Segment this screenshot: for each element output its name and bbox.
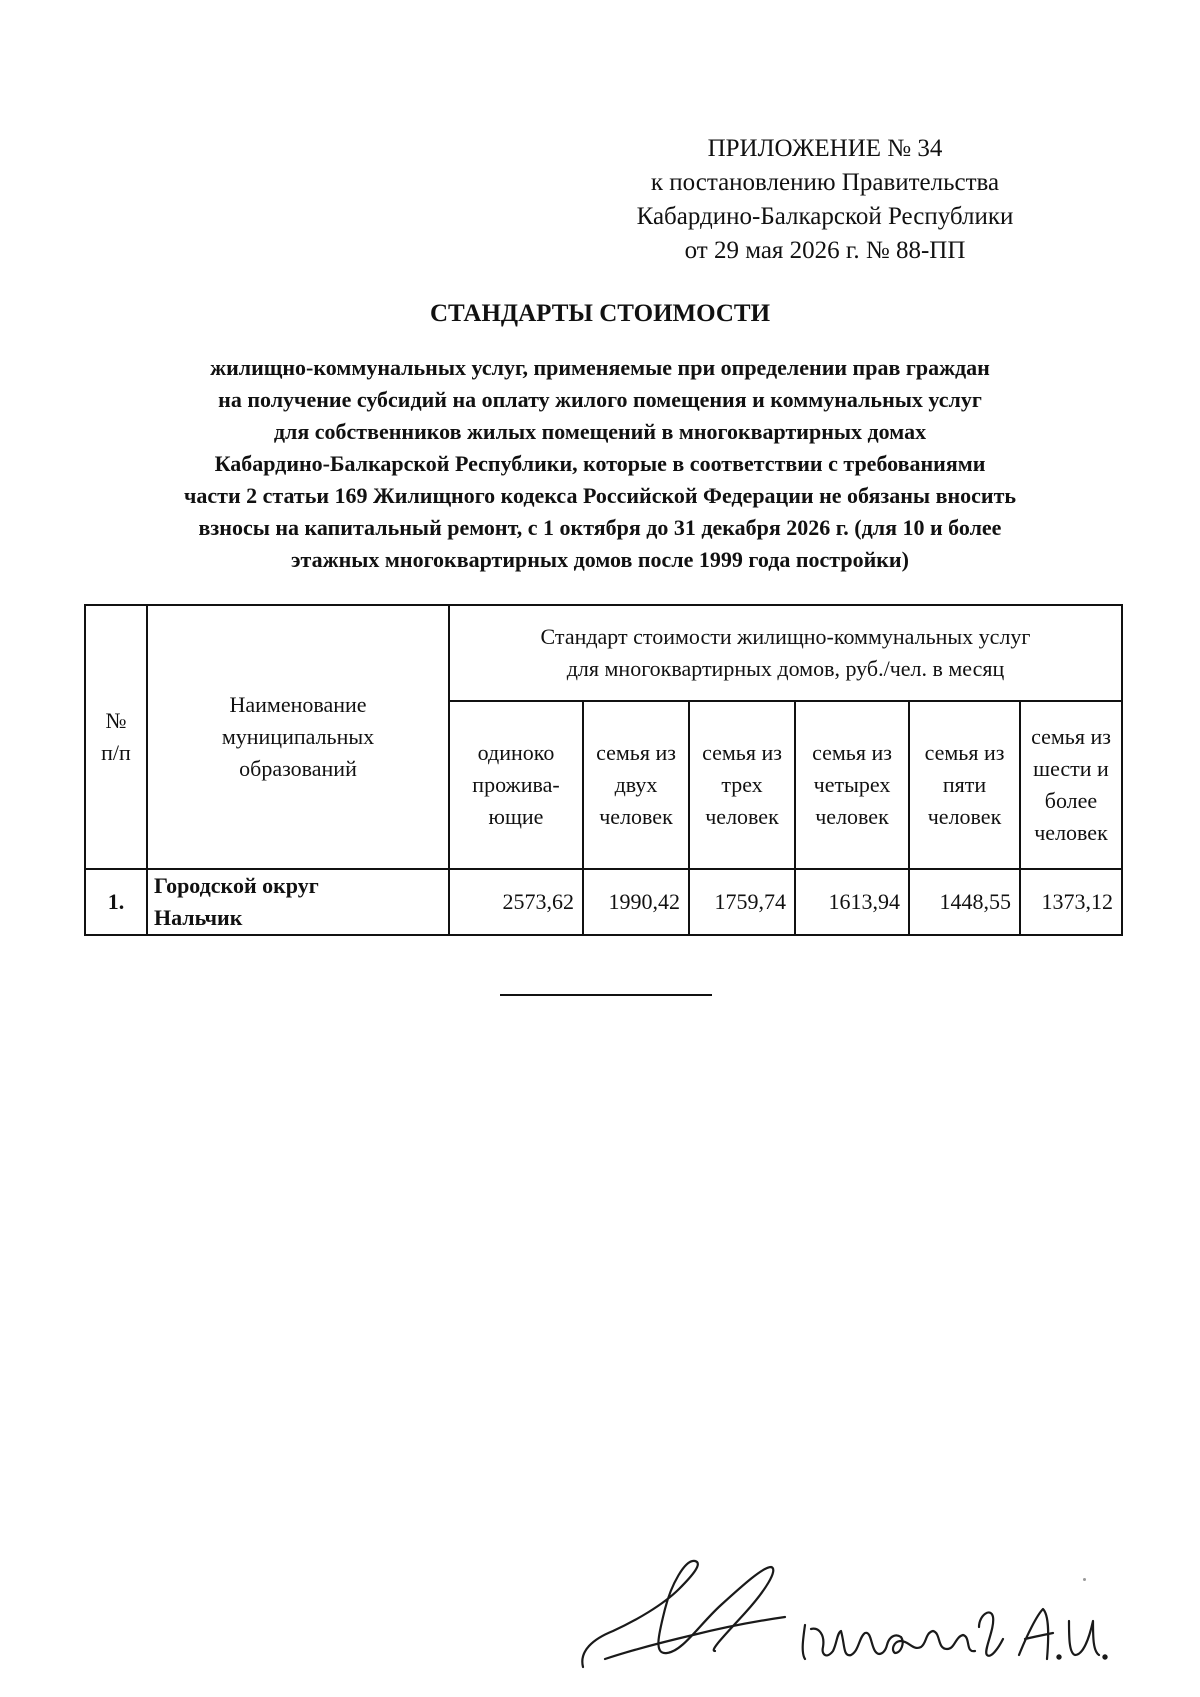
subheader-label: прожива- — [472, 772, 560, 797]
header-number-label: № — [105, 708, 127, 733]
value-family-4: 1613,94 — [795, 869, 909, 935]
subheader-label: четырех — [813, 772, 891, 797]
subheader-label: человек — [705, 804, 779, 829]
header-number-label: п/п — [101, 740, 131, 765]
subtitle-line: для собственников жилых помещений в многоквартирных домах — [273, 419, 927, 444]
document-title: СТАНДАРТЫ СТОИМОСТИ — [429, 300, 771, 327]
row-index: 1. — [85, 869, 147, 935]
subheader-label: более — [1044, 788, 1098, 813]
header-group-label: для многоквартирных домов, руб./чел. в месяц — [566, 656, 1005, 681]
subheader-label: семья из — [596, 740, 676, 765]
subheader-label: одиноко — [477, 740, 555, 765]
subheader-single — [449, 701, 583, 869]
subheader-family-5 — [909, 701, 1020, 869]
header-name-cell — [147, 605, 449, 869]
subheader-label: семья из — [702, 740, 782, 765]
appendix-number: ПРИЛОЖЕНИЕ № 34 — [707, 135, 943, 162]
subheader-label: ющие — [488, 804, 544, 829]
subheader-label: трех — [721, 772, 763, 797]
appendix-line: от 29 мая 2026 г. № 88-ПП — [684, 237, 966, 264]
subheader-label: человек — [815, 804, 889, 829]
subtitle-line: части 2 статьи 169 Жилищного кодекса Российской Федерации не обязаны вносить — [183, 483, 1017, 508]
row-municipality-name — [147, 869, 449, 935]
subheader-label: семья из — [1031, 724, 1111, 749]
value-family-3: 1759,74 — [689, 869, 795, 935]
subheader-label: пяти — [942, 772, 987, 797]
subheader-family-3 — [689, 701, 795, 869]
value-family-5: 1448,55 — [909, 869, 1020, 935]
header-name-label: образований — [239, 756, 357, 781]
document-subtitle — [85, 352, 1115, 576]
value-family-2: 1990,42 — [583, 869, 689, 935]
header-name-label: Наименование — [229, 692, 367, 717]
table-row — [85, 869, 1122, 935]
subheader-label: шести и — [1033, 756, 1109, 781]
scan-speck — [1083, 1578, 1086, 1581]
subheader-label: человек — [927, 804, 1002, 829]
subheader-label: двух — [614, 772, 658, 797]
municipality-name-line: Городской округ — [154, 873, 319, 898]
value-family-6plus: 1373,12 — [1020, 869, 1122, 935]
table-header-row — [85, 605, 1122, 701]
municipality-name-line: Нальчик — [154, 905, 243, 930]
subtitle-line: на получение субсидий на оплату жилого помещения и коммунальных услуг — [218, 387, 982, 412]
subtitle-line: этажных многоквартирных домов после 1999 года постройки) — [291, 547, 909, 572]
closing-divider — [500, 994, 712, 996]
value-single: 2573,62 — [449, 869, 583, 935]
handwritten-signature — [575, 1555, 1115, 1675]
header-group-label: Стандарт стоимости жилищно-коммунальных услуг — [540, 624, 1031, 649]
subheader-family-4 — [795, 701, 909, 869]
appendix-line: к постановлению Правительства — [650, 169, 1000, 196]
subheader-label: семья из — [812, 740, 892, 765]
appendix-line: Кабардино-Балкарской Республики — [636, 203, 1014, 230]
header-group-cell — [449, 605, 1122, 701]
subtitle-line: взносы на капитальный ремонт, с 1 октября до 31 декабря 2026 г. (для 10 и более — [198, 515, 1002, 540]
cost-standards-table — [84, 604, 1123, 936]
subheader-label: человек — [599, 804, 673, 829]
subtitle-line: Кабардино-Балкарской Республики, которые в соответствии с требованиями — [214, 451, 986, 476]
subheader-family-6plus — [1020, 701, 1122, 869]
subheader-label: семья из — [924, 740, 1005, 765]
subheader-family-2 — [583, 701, 689, 869]
subheader-label: человек — [1034, 820, 1108, 845]
subtitle-line: жилищно-коммунальных услуг, применяемые при определении прав граждан — [210, 355, 990, 380]
header-number-cell — [85, 605, 147, 869]
appendix-header — [560, 132, 1090, 268]
header-name-label: муниципальных — [221, 724, 375, 749]
